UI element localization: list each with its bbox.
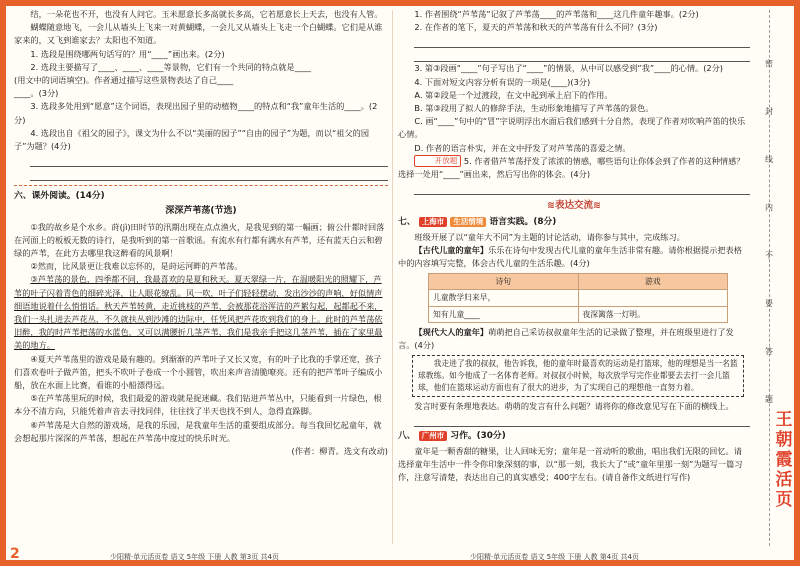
option: D. 作者的语言朴实，并在文中抒发了对芦苇荡的喜爱之情。 [414,142,631,153]
context-tag: 生活情境 [450,217,486,227]
question-2: 2. 在作者的笔下，夏天的芦苇荡和秋天的芦苇荡有什么不同？(3分) [414,22,658,33]
seal-char: 密 [765,59,773,68]
section-number: 八、 [398,431,416,442]
brand-logo: 王朝霞活页 [775,410,793,510]
right-footer: 少阳精·单元活页卷 语文 5年级 下册 人教 第4页 共4页 [470,553,639,561]
option: B. 第③段用了拟人的修辞手法，生动形象地描写了芦苇荡的景色。 [414,103,654,114]
answer-line[interactable] [414,48,750,62]
question-1: 1. 作者围绕“芦苇荡”记叙了芦苇荡____的芦苇荡和____这几件童年趣事。(2分) [414,9,699,19]
seal-char: 封 [765,107,773,116]
article-title: 深深芦苇荡(节选) [165,206,237,217]
seal-char: 要 [765,299,773,308]
section-number: 七、 [398,217,416,228]
interview-box: 我走进了我的叔叔，他告诉我，他的童年时最喜欢的运动是打篮球，他的理想是当一名篮球教练。如今他成了一名体育老师。对叔叔小时候，每次放学写完作业都要去去打一会儿篮球，他们在篮球运动方面也有了很大的进步，为了实现自己的理想他一直努力着。 [412,355,744,397]
question-5 [398,155,750,181]
table-cell[interactable]: 知有儿童____ [429,306,579,322]
section-intro: 班级开展了以“童年大不同”为主题的讨论活动，请你参与其中，完成练习。 [414,231,685,242]
article-author: (作者：柳青。选文有改动) [291,446,388,457]
question-3: 3. 选段多处用到“愿意”这个词语，表现出园子里的动植物____的特点和“我”童年生活的____。(2分) [14,101,378,125]
q-label: 【古代儿童的童年】 [414,244,489,255]
section-8-heading [398,430,750,443]
section-heading: 六、课外阅读。(14分) [14,191,105,202]
table-row [429,306,728,322]
section-title: 语言实践。(8分) [489,217,557,228]
q-text: 萌萌把自己采访叔叔童年生活的记录做了整理，并在班级里进行了发言。(4分) [398,326,734,351]
question-4: 4. 下面对短文内容分析有误的一项是(____)(3分) [414,76,591,87]
seal-char: 内 [765,203,773,212]
question-7-2b: 发言时要有条理地表达。萌萌的发言有什么问题？请将你的修改意见写在下面的横线上。 [414,401,734,412]
seal-char: 线 [765,155,773,164]
left-column [14,8,388,544]
seal-line-labels [762,40,776,424]
q-label: 【现代大人的童年】 [414,326,489,337]
answer-line[interactable] [30,167,388,181]
answer-line[interactable] [414,413,750,427]
expression-heading: ≋表达交流≋ [547,200,601,212]
table-cell: 儿童散学归来早， [429,290,579,306]
left-footer: 少阳精·单元活页卷 语文 5年级 下册 人教 第3页 共4页 [110,553,279,561]
table-header: 游戏 [578,274,728,290]
question-4: 4. 选段出自《祖父的园子》，课文为什么不以“美丽的园子”“自由的园子”为题，而以“祖父的园子”为题？(4分) [14,127,370,152]
table-cell: 夜深篱落一灯明。 [578,306,728,322]
article-paragraph: ②然而，比风景更让我难以忘怀的，是莳运河畔的芦苇荡。 [30,261,243,272]
article-paragraph: ⑤在芦苇荡里玩的时候，我们最爱的游戏就是捉迷藏。我们钻进芦苇丛中，只能看到一片绿色，根本分不清方向，只能凭着声音去寻找同伴，往往找了半天也找不到人，急得直跺脚。 [14,393,382,417]
seal-char: 题 [765,395,773,404]
section-title: 习作。(30分) [450,431,506,442]
table-header: 诗句 [429,274,579,290]
city-tag: 广州市 [419,431,448,441]
intro-line: 蝴蝶随意地飞，一会儿从墙头上飞来一对黄蝴蝶，一会儿又从墙头上飞走一个白蝴蝶。它们是从谁家来的，又飞到谁家去？太阳也不知道。 [14,22,383,46]
seal-char: 不 [765,251,773,260]
table-row [429,290,728,306]
question-2-cont: ____。(3分) [14,88,59,99]
poem-table [428,273,728,323]
table-cell-input[interactable] [578,290,728,306]
intro-line: 结，一朵花也不开，也没有人问它。玉米愿意长多高就长多高，它若愿意长上天去，也没有人管。 [30,9,383,19]
article-paragraph: ④夏天芦苇荡里的游戏是最有趣的。到渐渐的芦苇叶子又长又宽，有的叶子比我的手掌还宽，孩子们喜欢卷叶子做芦笛，把头不吹叶子卷成一个小圆管，吹出来声音清脆嘹亮。还有的把芦苇叶子编成小船，放在水面上比赛，看谁的小船漂得远。 [14,353,383,391]
answer-line[interactable] [30,153,388,167]
question-7-1 [398,244,750,270]
question-1: 1. 选段是围绕哪两句话写的？用“____”画出来。(2分) [30,48,225,59]
question-2-cont: (用文中的词语填空)。作者通过描写这些景物表达了自己____ [14,75,234,86]
open-question-tag: 开放题 [414,155,461,167]
question-5-text: 5. 作者借芦苇荡抒发了浓浓的情感，哪些语句让你体会到了作者的这种情感？选择一处用“____”画出来，然后写出你的体会。(4分) [398,155,745,180]
article-paragraph: ①我的故乡是个水乡。莳(jì)田时节的汛期出现在点点渔火，是我见到的第一幅画；俯公什都时回落在河面上的板板无数的诗行，是我听到的第一首歌谣。有流水有行都有满水有芦苇，还有蓝天白云和碧绿的芦苇，在此方去哪里我这醉看的风景啊！ [14,221,385,259]
question-2: 2. 选段主要描写了____、____、____等景物，它们有一个共同的特点就是____ [30,61,311,72]
question-7-2 [398,326,750,352]
answer-line[interactable] [414,181,750,195]
essay-prompt: 童年是一颗香甜的糖果，让人回味无穷；童年是一首动听的歌曲，唱出我们无限的回忆。请选择童年生活中一件令你印象深刻的事，以“那一刻，我长大了”或“童年里那一刻”为题写一篇习作，注意写清楚，表达出自己的真实感受；400字左右。(请自备作文纸进行写作) [398,445,743,483]
city-tag: 上海市 [419,217,448,227]
section-7-heading [398,216,750,229]
divider [14,185,388,186]
q-text: 乐乐在诗句中发现古代儿童的童年生活非常有趣。请你根据提示把表格中的内容填写完整，体会古代儿童的生活乐趣。(4分) [398,244,742,269]
option: A. 第②段是一个过渡段，在文中起到承上启下的作用。 [414,89,613,100]
article-paragraph: ⑥芦苇荡是大自然的游戏场，是我的乐园，是我童年生活的重要组成部分。每当我回忆起童年，就会想起那片深深的芦苇荡，想起在芦苇荡中度过的快乐时光。 [14,419,382,443]
question-3: 3. 第③段画“____”句子写出了“____”的情景，从中可以感受到“我”____的心情。(2分) [414,63,724,74]
page-number: 2 [10,546,20,562]
option: C. 画“____”句中的“冒”字说明浮出水面后我们感到十分自然，表现了作者对吹响芦笛的快乐心情。 [398,116,746,140]
column-divider [392,10,393,544]
article-paragraph: ③芦苇荡的景色，四季都不同，我最喜欢的是夏和秋天。夏天翠绿一片，在温暖阳光的照耀下，芦苇的叶子闪着青色的细碎光泽，让人眼花缭乱。风一吹，叶子们轻轻摆动，发出沙沙的声响，好似情声细语地说着什么悄悄话。秋天芦苇转黄，走近挑枝的芦苇，会被那花浴浑洁的芦絮勾起，起都起不来，我们一头扎进去芦花丛，不久就扶丛到沙滩的边际中，任凭风把芦花吹到我们的身上。此时的芦苇荡依旧醉，我的时芦苇把荡的水蓝色，又可以满腰折几茎芦苇，我们是我亲手把这几茎芦苇，插在了家里最美的地方。 [14,274,383,351]
answer-line[interactable] [414,34,750,48]
right-column [398,8,750,544]
seal-char: 答 [765,347,773,356]
